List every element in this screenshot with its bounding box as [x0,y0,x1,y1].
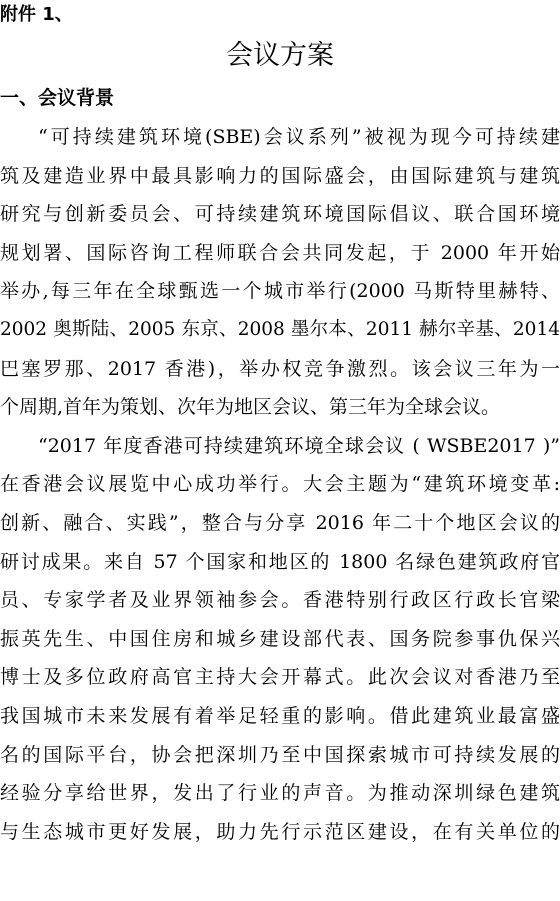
paragraph-line: “2017 年度香港可持续建筑环境全球会议 ( WSBE2017 )” [38,434,560,457]
attachment-label: 附件 1、 [0,4,73,25]
paragraph-line: 振英先生、中国住房和城乡建设部代表、国务院参事仇保兴 [0,627,560,650]
document-title: 会议方案 [226,40,334,71]
paragraph-line: 博士及多位政府高官主持大会开幕式。此次会议对香港乃至 [0,666,560,689]
paragraph-line: 研讨成果。来自 57 个国家和地区的 1800 名绿色建筑政府官 [0,550,560,573]
section-heading: 一、会议背景 [0,87,115,109]
paragraph-line: 巴塞罗那、2017 香港)，举办权竞争激烈。该会议三年为一 [0,357,560,380]
paragraph-line: 在香港会议展览中心成功举行。大会主题为“建筑环境变革: [0,473,560,496]
paragraph-line: 我国城市未来发展有着举足轻重的影响。借此建筑业最富盛 [0,704,560,727]
body-text [0,118,560,851]
paragraph-line: 规划署、国际咨询工程师联合会共同发起，于 2000 年开始 [0,241,560,264]
paragraph-line: 名的国际平台，协会把深圳乃至中国探索城市可持续发展的 [0,743,560,766]
paragraph-line: 2002 奥斯陆、2005 东京、2008 墨尔本、2011 赫尔辛基、2014 [0,318,560,340]
paragraph-line: 经验分享给世界，发出了行业的声音。为推动深圳绿色建筑 [0,782,560,805]
paragraph-line: 与生态城市更好发展，助力先行示范区建设，在有关单位的 [0,820,560,843]
paragraph-line: 创新、融合、实践”，整合与分享 2016 年二十个地区会议的 [0,511,560,534]
paragraph-line: “可持续建筑环境(SBE)会议系列”被视为现今可持续建 [38,126,560,148]
paragraph-line: 研究与创新委员会、可持续建筑环境国际倡议、联合国环境 [0,203,560,226]
paragraph-line: 员、专家学者及业界领袖参会。香港特别行政区行政长官梁 [0,589,560,612]
paragraph-line: 举办,每三年在全球甄选一个城市举行(2000 马斯特里赫特、 [0,280,560,303]
paragraph-line: 个周期,首年为策划、次年为地区会议、第三年为全球会议。 [0,396,501,419]
paragraph-line: 筑及建造业界中最具影响力的国际盛会，由国际建筑与建筑 [0,164,560,187]
